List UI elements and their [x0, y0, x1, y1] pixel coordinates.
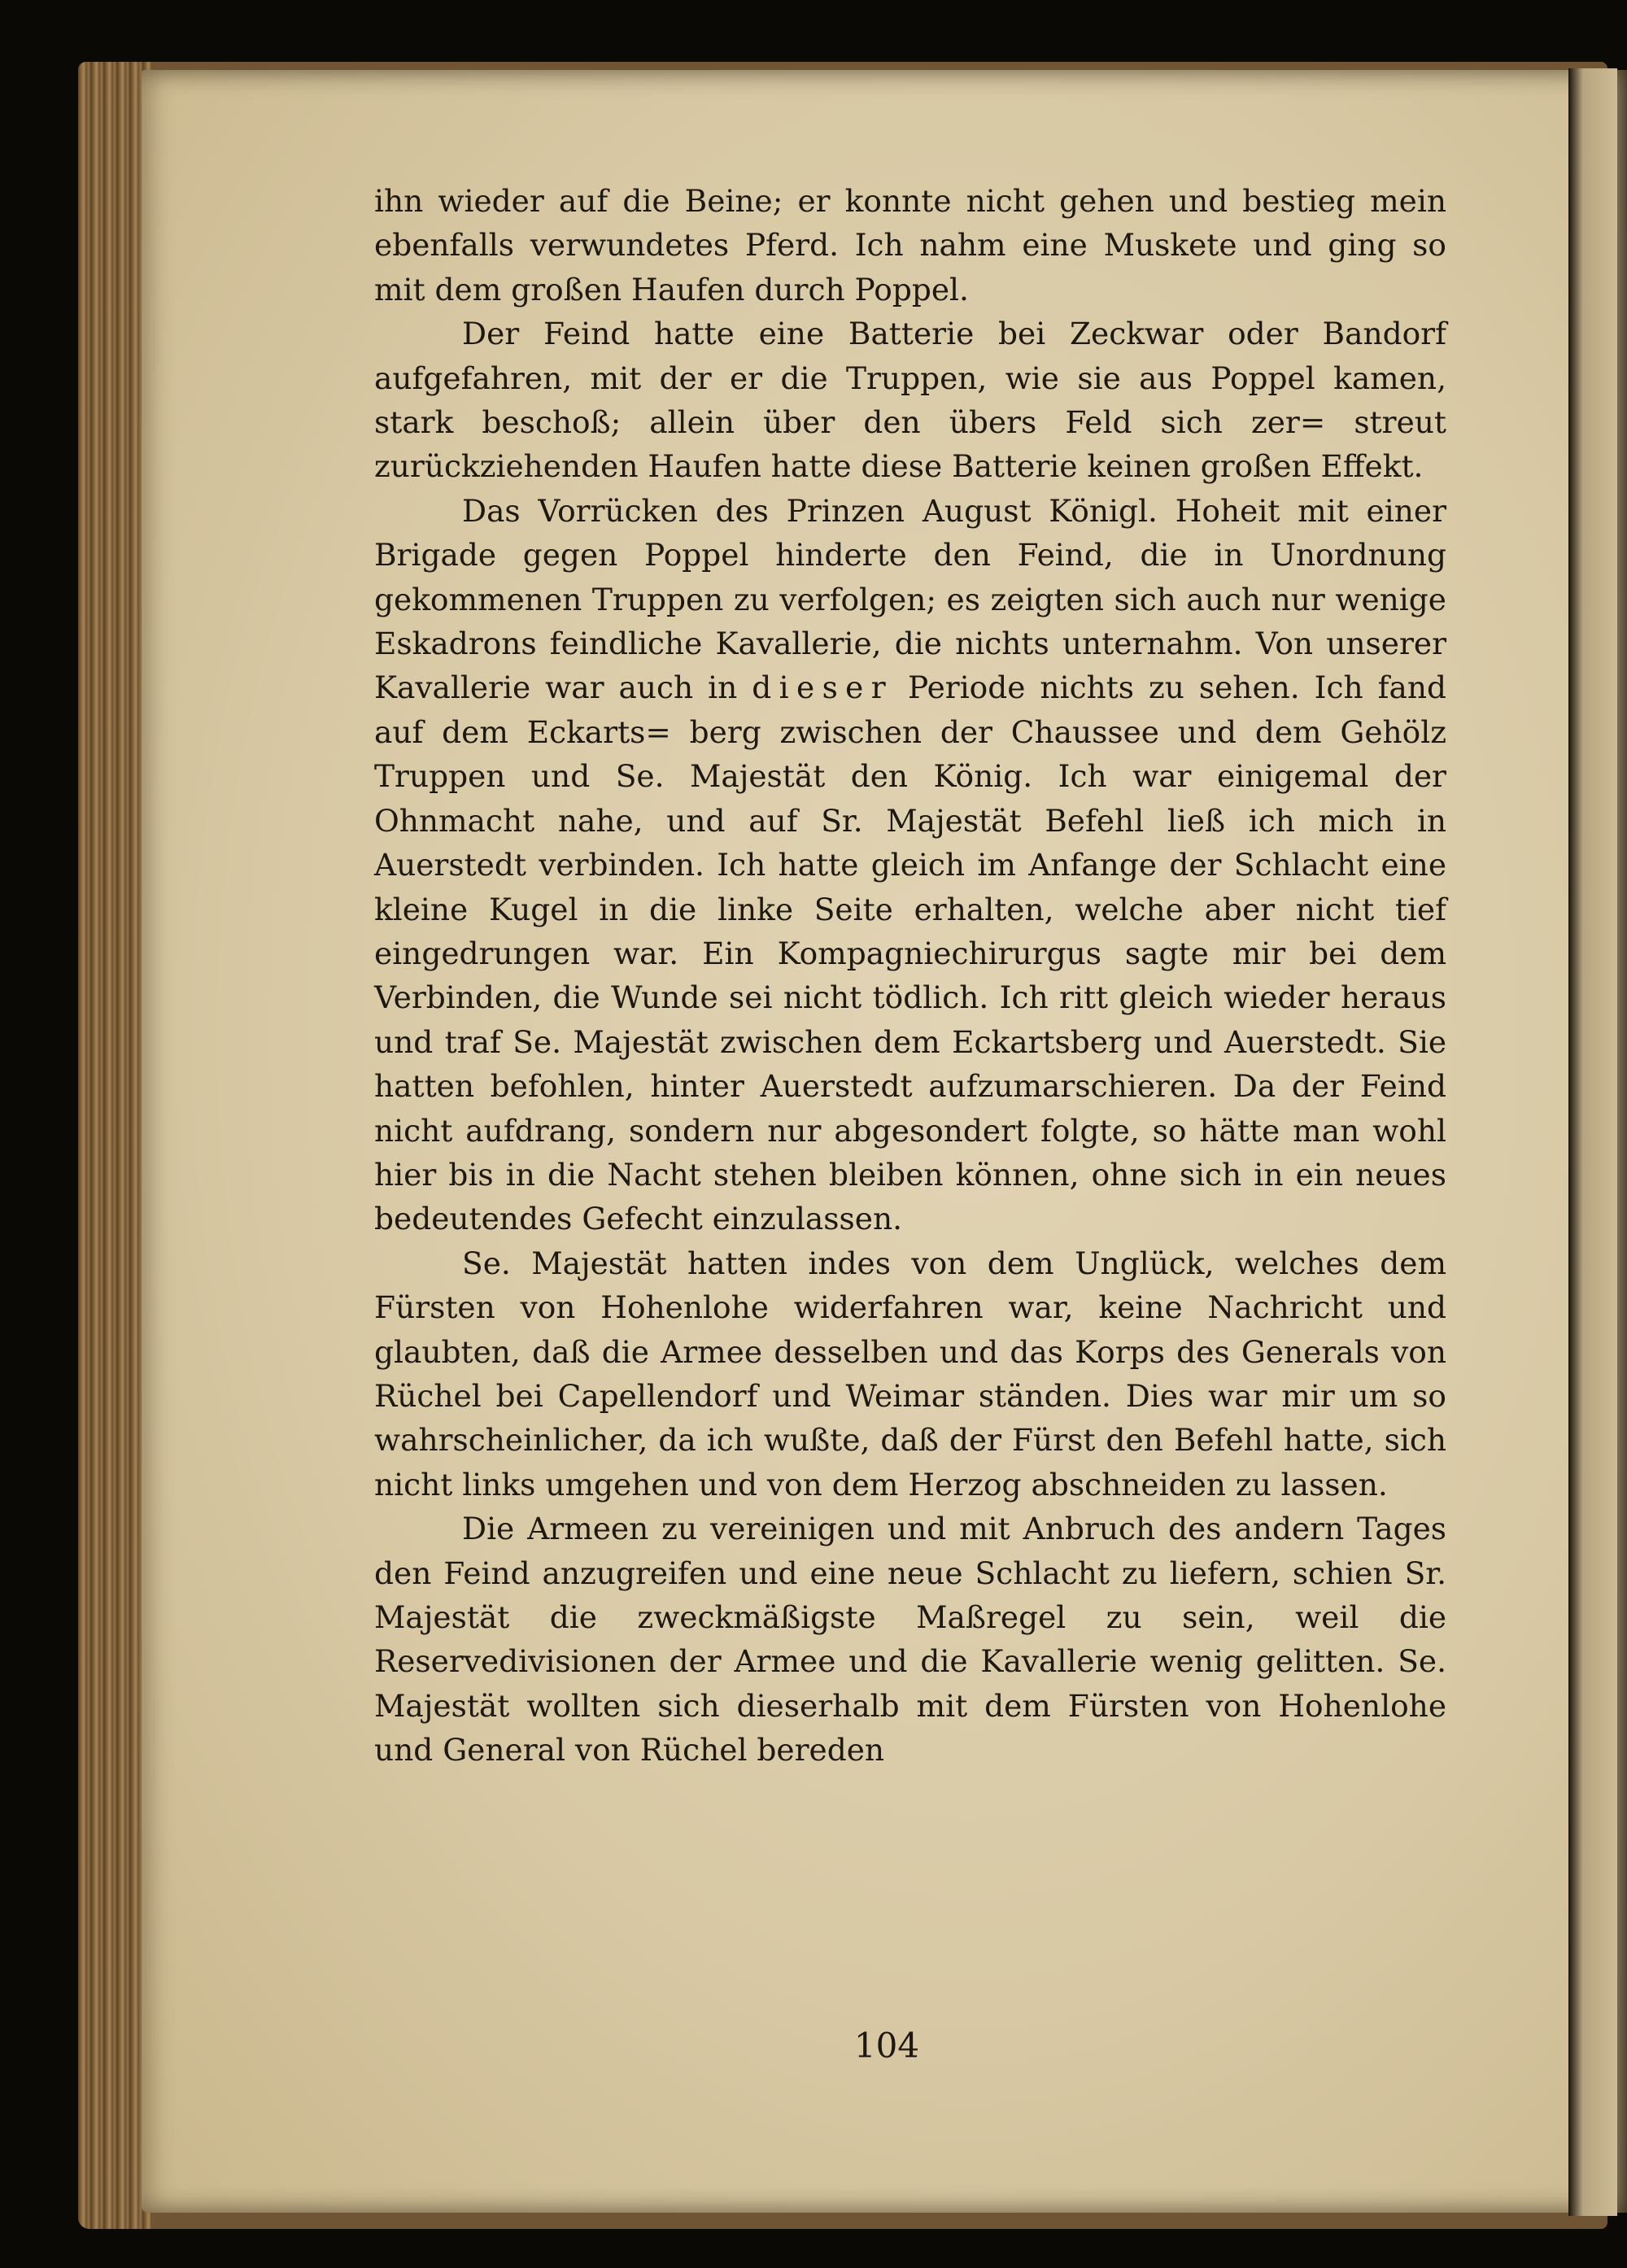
text-line: von dem Herzog abschneiden zu lassen. [766, 1466, 1388, 1503]
text-line: berg zwischen der Chaussee und dem Gehölz Truppen und [374, 713, 1446, 795]
text-line: und glaubten, daß die Armee desselben und das Korps des [374, 1289, 1446, 1370]
text-line: der Fürst den Befehl hatte, sich nicht links umgehen und [374, 1422, 1447, 1503]
text-line: einer Brigade gegen Poppel hinderte den Feind, die in [374, 492, 1447, 574]
text-line: Unordnung gekommenen Truppen zu verfolgen; es zeigten [374, 537, 1447, 617]
text-line: Periode nichts zu sehen. Ich fand auf dem Eckarts= [374, 669, 1446, 750]
text-line: Generals von Rüchel bei Capellendorf und Weimar ständen. [374, 1333, 1446, 1414]
text-line: Die Armeen zu vereinigen und mit Anbruch des andern [462, 1511, 1345, 1547]
emphasized-word: dieser [752, 669, 894, 706]
text-line: bei dem Verbinden, die Wunde sei nicht tödlich. Ich ritt [374, 935, 1447, 1016]
text-line: dem Fürsten von Hohenlohe widerfahren war, keine Nachricht [374, 1245, 1447, 1326]
text-line: Eckartsberg und Auerstedt. Sie hatten befohlen, hinter [374, 1023, 1447, 1105]
text-line: tief eingedrungen war. Ein Kompagniechirurgus sagte mir [374, 891, 1446, 971]
page-edges [78, 62, 151, 2229]
text-line: wenig gelitten. Se. Majestät wollten sich dieserhalb mit dem [374, 1643, 1446, 1724]
text-line: sich auch nur wenige Eskadrons feindliche Kavallerie, die [374, 581, 1446, 662]
text-line: nichts unternahm. Von unserer Kavallerie war auch in [374, 626, 1446, 706]
text-line: Tages den Feind anzugreifen und eine neue Schlacht zu [374, 1511, 1447, 1591]
text-line: Der Feind hatte eine Batterie bei Zeckwar oder Bandorf [462, 316, 1446, 352]
paragraph-3 [374, 489, 1446, 1241]
text-line: ihn wieder auf die Beine; er konnte nicht gehen und bestieg [374, 183, 1355, 219]
text-line: Se. Majestät den König. Ich war einigemal der Ohnmacht [374, 758, 1446, 839]
text-line: bis in die Nacht stehen bleiben können, ohne sich in ein [448, 1156, 1343, 1193]
text-line: neues bedeutendes Gefecht einzulassen. [374, 1156, 1446, 1237]
text-line: verbinden. Ich hatte gleich im Anfange der Schlacht eine [539, 847, 1447, 883]
text-line: Se. Majestät hatten indes von dem Unglück, welches [462, 1245, 1359, 1281]
page-number: 104 [853, 2026, 920, 2065]
text-line: gleich wieder heraus und traf Se. Majestät zwischen dem [374, 979, 1447, 1060]
text-line: Fürsten von Hohenlohe und General von Rüchel bereden [374, 1687, 1447, 1769]
text-line: mein ebenfalls verwundetes Pferd. Ich nahm eine Muskete [374, 183, 1446, 264]
text-line: liefern, schien Sr. Majestät die zweckmäßigste Maßregel zu [374, 1555, 1446, 1635]
text-line: Dies war mir um so wahrscheinlicher, da ich wußte, daß [374, 1377, 1447, 1459]
text-line: kleine Kugel in die linke Seite erhalten, welche aber nicht [374, 891, 1375, 927]
text-line: Das Vorrücken des Prinzen August Königl. Hoheit mit [462, 492, 1349, 529]
text-line: sondern nur abgesondert folgte, so hätte man wohl hier [374, 1112, 1447, 1193]
text-line: streut zurückziehenden Haufen hatte diese Batterie keinen [374, 404, 1446, 485]
text-line: und ging so mit dem großen Haufen durch Poppel. [374, 227, 1446, 307]
paragraph-4 [374, 1241, 1446, 1507]
paragraph-1 [374, 179, 1446, 312]
text-line: kamen, stark beschoß; allein über den übers Feld sich zer= [374, 360, 1446, 441]
facing-page-edge [1568, 68, 1617, 2216]
text-line: Auerstedt aufzumarschieren. Da der Feind nicht aufdrang, [374, 1068, 1447, 1149]
paragraph-2 [374, 312, 1446, 489]
text-line: sein, weil die Reservedivisionen der Armee und die Kavallerie [374, 1599, 1447, 1680]
text-line: nahe, und auf Sr. Majestät Befehl ließ ich mich in Auerstedt [374, 802, 1446, 883]
text-line: aufgefahren, mit der er die Truppen, wie sie aus Poppel [374, 360, 1315, 396]
paragraph-5 [374, 1507, 1446, 1772]
body-text [374, 179, 1446, 1773]
text-line: großen Effekt. [1200, 448, 1424, 485]
